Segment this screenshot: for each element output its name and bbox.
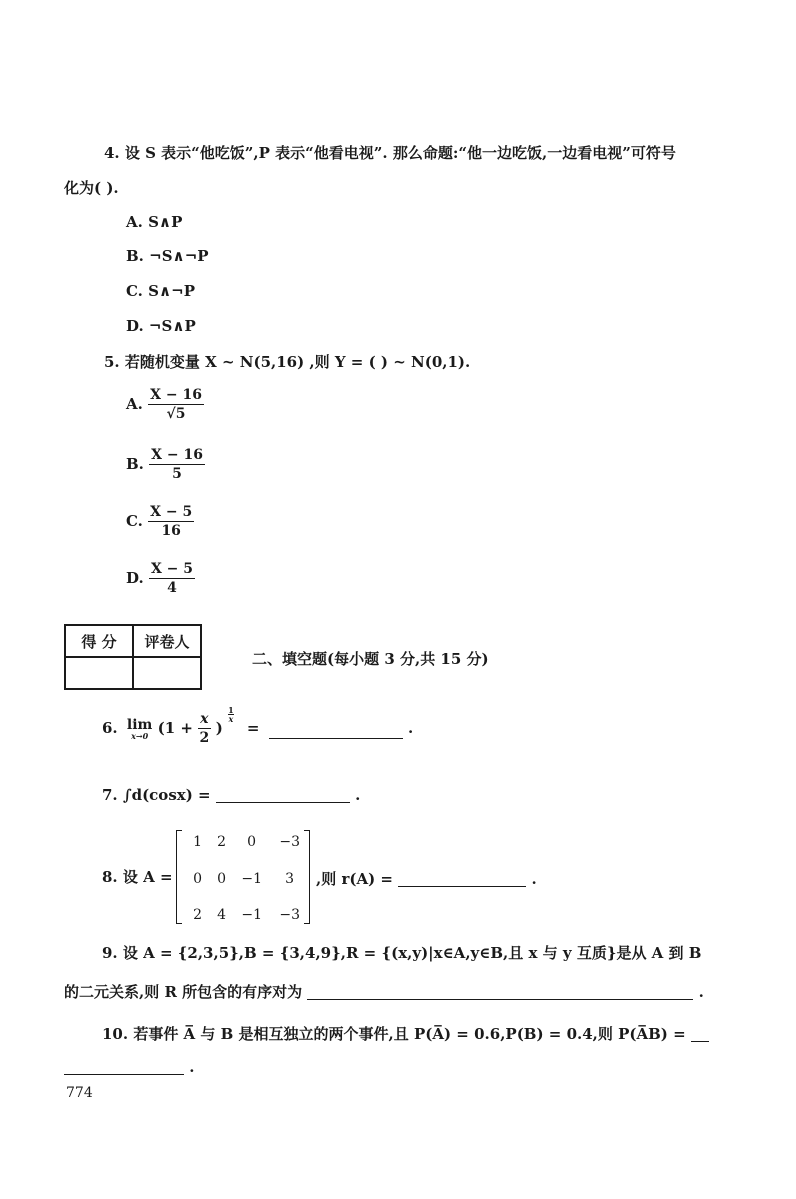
section2-title: 二、填空题(每小题 3 分,共 15 分) <box>252 650 489 668</box>
q6-limit <box>127 718 152 740</box>
q6-frac-den: 2 <box>199 730 210 746</box>
q5-option-b-fraction <box>149 448 205 481</box>
q6-frac-num: x <box>200 711 209 727</box>
q5-option-b-label: B. <box>126 455 144 473</box>
q10-line1 <box>102 1025 709 1042</box>
q5-option-d-num: X − 5 <box>150 561 194 577</box>
q6-equals: = <box>246 719 260 737</box>
q9-line2 <box>64 983 704 1000</box>
q10-line1-text: 10. 若事件 A̅ 与 B 是相互独立的两个事件,且 P(A̅) = 0.6,P(B) = 0.4,则 P(A̅B) = <box>102 1025 686 1043</box>
matrix-cell: 0 <box>193 871 202 887</box>
score-cell[interactable] <box>65 657 133 689</box>
grader-header: 评卷人 <box>133 625 201 657</box>
q5-option-d-label: D. <box>126 569 144 587</box>
q8-suffix <box>316 870 537 887</box>
q5-option-a-label: A. <box>126 395 143 413</box>
matrix-cell: 2 <box>217 834 226 850</box>
q8-suffix-text: ,则 r(A) = <box>316 870 393 888</box>
q5-option-b-num: X − 16 <box>151 447 203 463</box>
q6-lim-word: lim <box>126 716 153 733</box>
q4-option-c: C. S∧¬P <box>126 282 195 300</box>
q5-option-b-den: 5 <box>172 466 182 482</box>
q4-line2: 化为( ). <box>64 179 119 197</box>
q6-exp-num: 1 <box>228 705 234 715</box>
q6-exp-den: x <box>228 714 234 724</box>
page-number: 774 <box>66 1085 93 1101</box>
q5-option-c-fraction <box>148 505 194 538</box>
q5-option-c-den: 16 <box>161 523 181 539</box>
q6 <box>102 705 414 752</box>
q10-answer-blank-start[interactable] <box>691 1025 709 1042</box>
q5-option-a <box>126 388 204 421</box>
matrix-cell: 3 <box>285 871 294 887</box>
q6-lim-sub: x→0 <box>131 730 149 741</box>
matrix-cell: 4 <box>217 907 226 923</box>
q4-line1: 4. 设 S 表示“他吃饭”,P 表示“他看电视”. 那么命题:“他一边吃饭,一边看电视”可符号 <box>104 144 676 162</box>
q7-end: . <box>355 786 361 804</box>
q7 <box>102 786 360 803</box>
q8-end: . <box>531 870 537 888</box>
q8-answer-blank[interactable] <box>398 870 526 887</box>
q10-line2 <box>64 1058 194 1075</box>
q9-line2-text: 的二元关系,则 R 所包含的有序对为 <box>64 983 303 1001</box>
score-table <box>64 624 202 690</box>
q5-option-c <box>126 505 194 538</box>
matrix-cell: 0 <box>247 834 256 850</box>
q6-body-start: (1 + <box>157 719 193 737</box>
q8-prefix: 8. 设 A = <box>102 868 173 886</box>
matrix-right-bracket <box>304 830 310 924</box>
q6-exponent <box>228 706 234 723</box>
matrix-cell: −3 <box>279 907 300 923</box>
q5-option-b <box>126 448 205 481</box>
matrix-cell: −3 <box>279 834 300 850</box>
q9-end: . <box>698 983 704 1001</box>
q10-answer-blank[interactable] <box>64 1058 184 1075</box>
q4-option-a: A. S∧P <box>126 213 183 231</box>
q7-number: 7. <box>102 786 118 804</box>
q4-option-d: D. ¬S∧P <box>126 317 196 335</box>
matrix-cell: 0 <box>217 871 226 887</box>
q4-option-b: B. ¬S∧¬P <box>126 247 209 265</box>
q8-matrix <box>176 830 310 924</box>
q5-option-d-fraction <box>149 562 195 595</box>
matrix-cell: −1 <box>241 907 262 923</box>
q6-answer-blank[interactable] <box>269 718 403 739</box>
q5-stem: 5. 若随机变量 X ~ N(5,16) ,则 Y = ( ) ~ N(0,1). <box>104 353 471 371</box>
matrix-cell: 2 <box>193 907 202 923</box>
q9-answer-blank[interactable] <box>307 983 693 1000</box>
matrix-cell: −1 <box>241 871 262 887</box>
grader-cell[interactable] <box>133 657 201 689</box>
q7-body: ∫d(cosx) = <box>122 786 211 804</box>
matrix-cell: 1 <box>193 834 202 850</box>
q5-option-a-den: √5 <box>166 406 186 422</box>
q5-option-c-num: X − 5 <box>150 504 193 520</box>
score-header: 得 分 <box>65 625 133 657</box>
q5-option-a-fraction <box>148 388 204 421</box>
q5-option-d-den: 4 <box>167 580 177 596</box>
q7-answer-blank[interactable] <box>216 786 350 803</box>
q6-close: ) <box>215 719 223 737</box>
q6-number: 6. <box>102 719 118 737</box>
q5-option-d <box>126 562 195 595</box>
q6-fraction <box>198 712 210 745</box>
q10-end: . <box>189 1058 195 1076</box>
q5-option-a-num: X − 16 <box>150 387 202 403</box>
q6-end: . <box>407 719 414 737</box>
q5-option-c-label: C. <box>126 512 143 530</box>
q9-line1: 9. 设 A = {2,3,5},B = {3,4,9},R = {(x,y)|x∈A,y∈B,且 x 与 y 互质}是从 A 到 B <box>102 944 702 962</box>
